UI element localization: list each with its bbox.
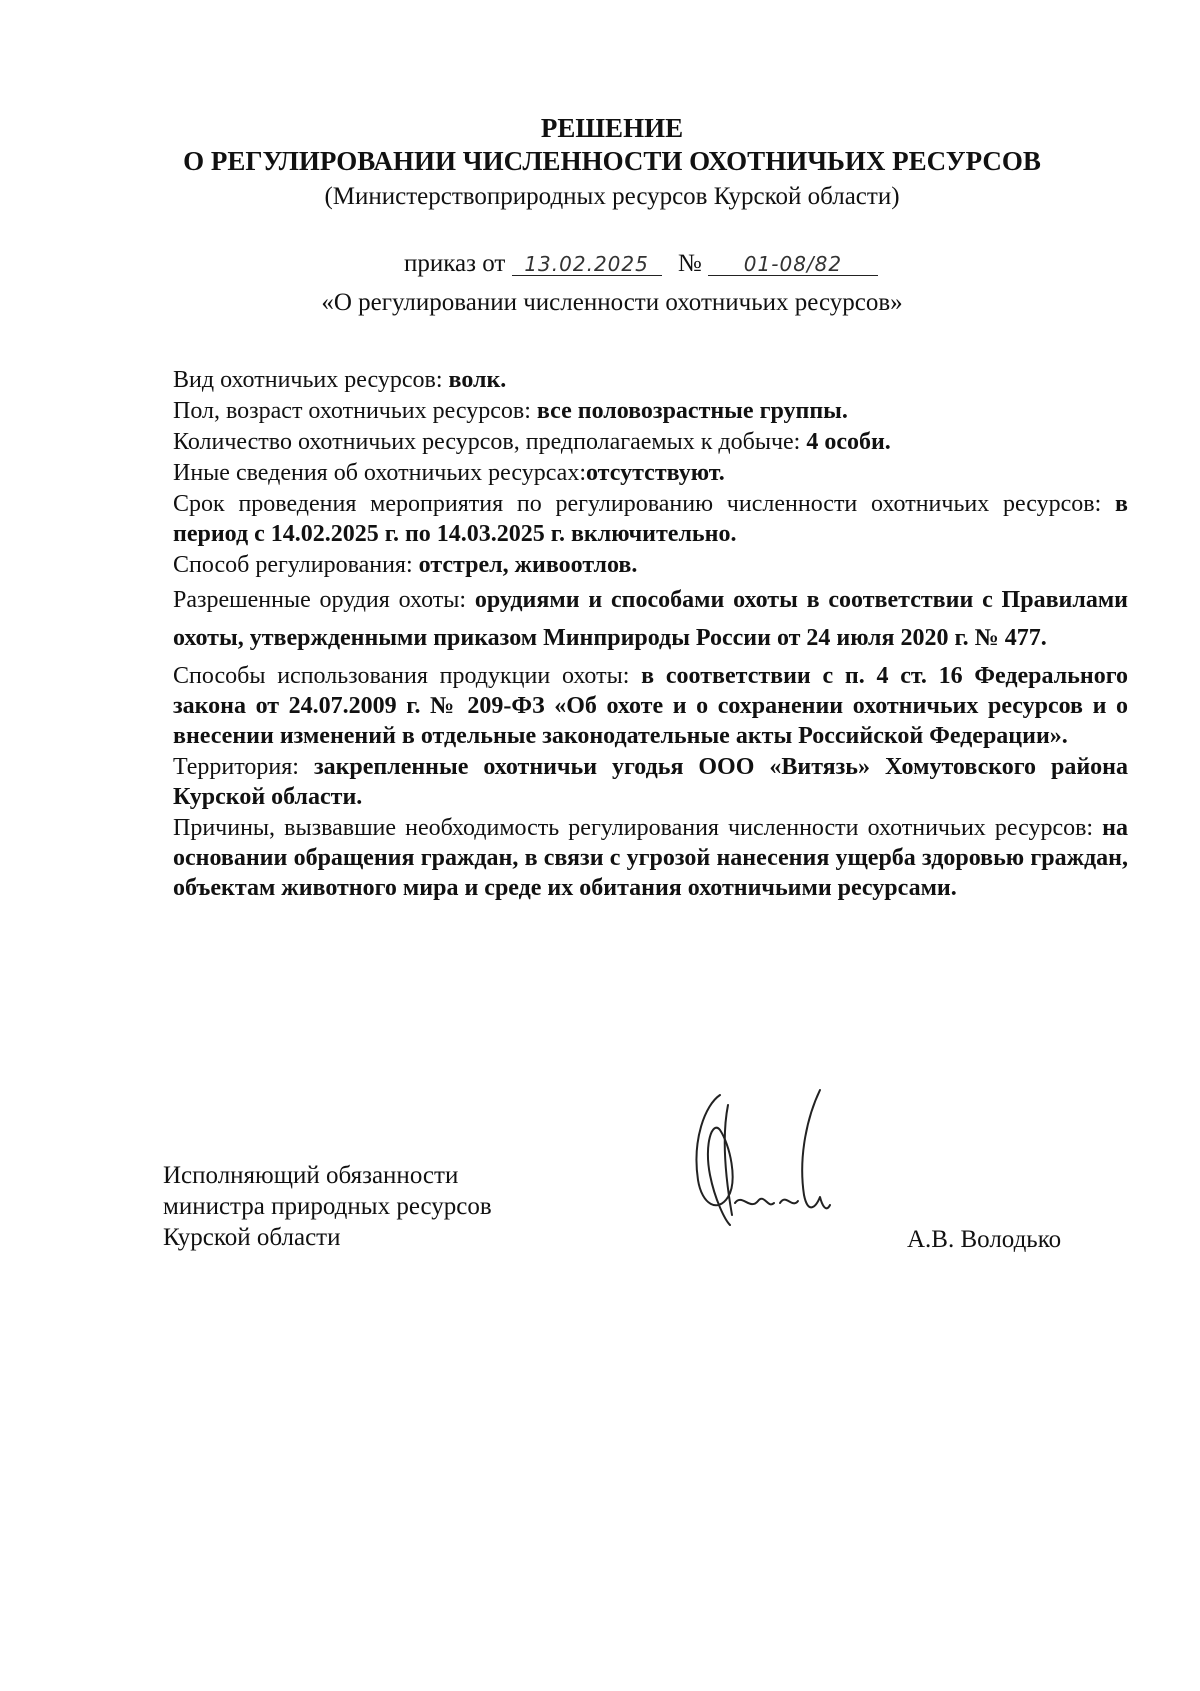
order-date-handwritten: 13.02.2025 — [512, 253, 662, 276]
field-value: отстрел, живоотлов. — [418, 552, 638, 578]
handwritten-signature — [680, 1085, 850, 1245]
field-value: в соответствии с п. 4 ст. 16 Федерального закона от 24.07.2009 г. № 209-ФЗ «Об охоте и о сохранении охотничьих ресурсов и о внесении изменений в отдельные законодательные акты Российской Федерации». — [173, 663, 1128, 749]
field-territory — [173, 752, 1128, 812]
order-number-handwritten: 01-08/82 — [708, 253, 878, 276]
issuing-authority: (Министерствоприродных ресурсов Курской области) — [324, 183, 900, 210]
position-line: Исполняющий обязанности — [163, 1162, 459, 1189]
field-product-use — [173, 661, 1128, 751]
field-label: Разрешенные орудия охоты: — [173, 587, 475, 613]
field-label: Срок проведения мероприятия по регулированию численности охотничьих ресурсов: — [173, 491, 1116, 517]
field-other-info — [173, 458, 1128, 488]
field-hunting-tools — [173, 581, 1128, 657]
document-subtitle: О РЕГУЛИРОВАНИИ ЧИСЛЕННОСТИ ОХОТНИЧЬИХ РЕСУРСОВ — [183, 146, 1041, 176]
field-label: Количество охотничьих ресурсов, предполагаемых к добыче: — [173, 429, 807, 455]
order-title: «О регулировании численности охотничьих ресурсов» — [321, 289, 903, 316]
field-value: все половозрастные группы. — [536, 398, 848, 424]
field-label: Вид охотничьих ресурсов: — [173, 367, 449, 393]
order-prefix: приказ от — [404, 250, 506, 277]
field-sex-age — [173, 396, 1128, 426]
field-period — [173, 489, 1128, 549]
field-resource-type — [173, 365, 1128, 395]
document-title: РЕШЕНИЕ — [540, 113, 684, 143]
field-value: в период с 14.02.2025 г. по 14.03.2025 г. включительно. — [173, 491, 1128, 547]
field-value: закрепленные охотничьи угодья ООО «Витязь» Хомутовского района Курской области. — [173, 754, 1129, 810]
field-quantity — [173, 427, 1128, 457]
position-line: министра природных ресурсов — [163, 1193, 492, 1220]
field-label: Причины, вызвавшие необходимость регулирования численности охотничьих ресурсов: — [173, 815, 1103, 841]
field-reasons — [173, 813, 1128, 903]
field-value: орудиями и способами охоты в соответствии с Правилами охоты, утвержденными приказом Минприроды России от 24 июля 2020 г. № 477. — [173, 587, 1128, 651]
signatory-position — [163, 1160, 492, 1253]
field-label: Пол, возраст охотничьих ресурсов: — [173, 398, 537, 424]
field-value: на основании обращения граждан, в связи с угрозой нанесения ущерба здоровью граждан, объектам животного мира и среде их обитания охотничьими ресурсами. — [173, 815, 1128, 901]
field-label: Иные сведения об охотничьих ресурсах: — [173, 460, 586, 486]
order-number-label: № — [677, 250, 702, 277]
field-value: отсутствуют. — [586, 460, 725, 486]
decision-body — [173, 365, 1128, 903]
field-label: Способ регулирования: — [173, 552, 419, 578]
field-value: волк. — [448, 367, 507, 393]
field-label: Территория: — [173, 754, 314, 780]
signatory-name: А.В. Володько — [907, 1226, 1062, 1253]
order-reference — [404, 250, 878, 278]
field-method — [173, 550, 1128, 580]
field-value: 4 особи. — [806, 429, 891, 455]
position-line: Курской области — [163, 1224, 341, 1251]
field-label: Способы использования продукции охоты: — [173, 663, 642, 689]
